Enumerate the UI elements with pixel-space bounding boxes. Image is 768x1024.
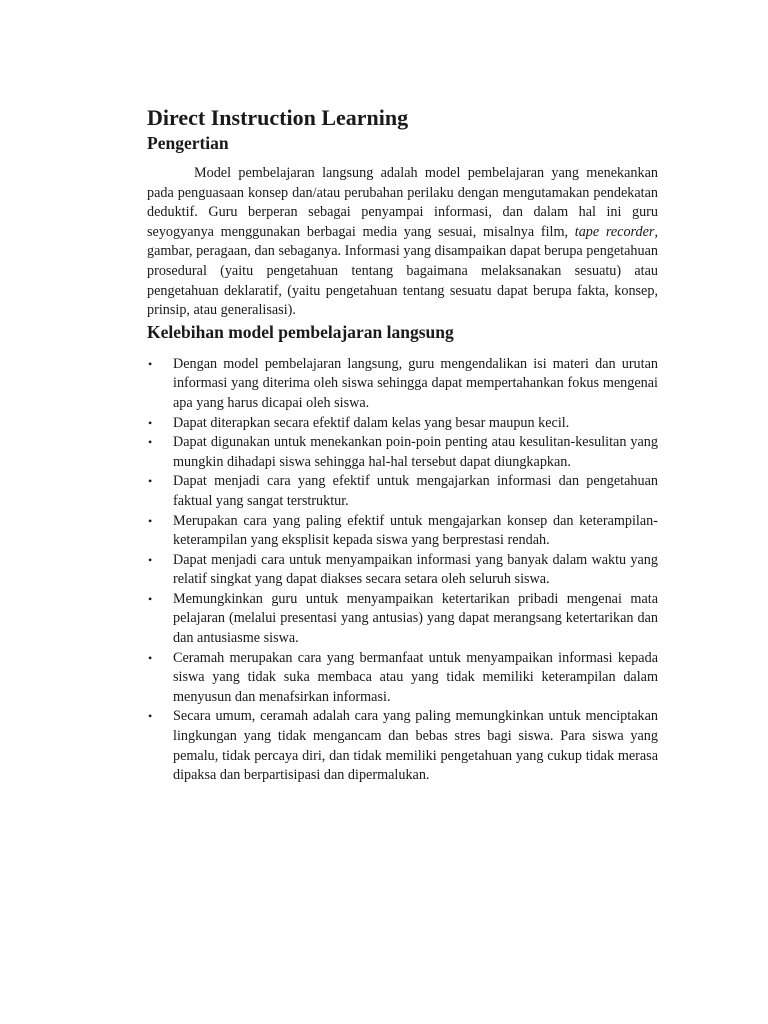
bullet-icon: • [148, 435, 153, 450]
list-item [147, 433, 658, 472]
bullet-icon: • [148, 513, 153, 528]
list-item-text: Dapat diterapkan secara efektif dalam kelas yang besar maupun kecil. [173, 414, 570, 431]
list-item [147, 355, 658, 414]
bullet-icon: • [148, 591, 153, 606]
list-item-text: Secara umum, ceramah adalah cara yang paling memungkinkan untuk menciptakan lingkungan yang tidak mengancam dan bebas stres bagi siswa. Para siswa yang pemalu, tidak percaya diri, dan tidak memiliki pengetahuan yang cukup tidak merasa dipaksa dan berpartisipasi dan dipermalukan. [173, 708, 658, 784]
list-item-text: Dengan model pembelajaran langsung, guru mengendalikan isi materi dan urutan informasi yang diterima oleh siswa sehingga dapat mempertahankan fokus mengenai apa yang harus dicapai oleh siswa. [173, 355, 658, 411]
list-item [147, 551, 658, 590]
bullet-icon: • [148, 650, 153, 665]
advantages-list [147, 355, 658, 786]
document-title: Direct Instruction Learning [147, 105, 409, 130]
paragraph-italic-term: tape recorder [574, 223, 655, 240]
list-item-text: Dapat menjadi cara untuk menyampaikan informasi yang banyak dalam waktu yang relatif singkat yang dapat diakses secara setara oleh seluruh siswa. [173, 551, 658, 588]
list-item-text: Dapat menjadi cara yang efektif untuk mengajarkan informasi dan pengetahuan faktual yang sangat terstruktur. [173, 473, 658, 509]
list-item [147, 707, 658, 785]
list-item-text: Merupakan cara yang paling efektif untuk mengajarkan konsep dan keterampilan-keterampilan yang eksplisit kepada siswa yang berprestasi rendah. [173, 512, 658, 549]
paragraph-text-start: Model pembelajaran langsung adalah model pembelajaran yang menekankan pada penguasaan konsep dan/atau perubahan perilaku dengan mengutamakan pendekatan deduktif. Guru berperan sebagai penyampai informasi, dan dalam hal ini guru seyogyanya menggunakan berbagai media yang sesuai, misalnya film, [147, 165, 658, 240]
list-item [147, 649, 658, 708]
paragraph-text-end: , gambar, peragaan, dan sebaganya. Informasi yang disampaikan dapat berupa pengetahuan prosedural (yaitu pengetahuan tentang bagaimana melaksanakan sesuatu) atau pengetahuan deklaratif, (yaitu pengetahuan tentang sesuatu dapat berupa fakta, konsep, prinsip, atau generalisasi). [147, 223, 658, 319]
list-item-text: Memungkinkan guru untuk menyampaikan ketertarikan pribadi mengenai mata pelajaran (melalui presentasi yang antusias) yang dapat merangsang ketertarikan dan dan antusiasme siswa. [173, 590, 658, 647]
paragraph-pengertian [147, 164, 658, 321]
list-item [147, 590, 658, 649]
section-heading-kelebihan: Kelebihan model pembelajaran langsung [147, 321, 454, 342]
bullet-icon: • [148, 356, 153, 371]
bullet-icon: • [148, 552, 153, 567]
list-item-text: Dapat digunakan untuk menekankan poin-poin penting atau kesulitan-kesulitan yang mungkin dihadapi siswa sehingga hal-hal tersebut dapat diungkapkan. [173, 434, 658, 470]
list-item-text: Ceramah merupakan cara yang bermanfaat untuk menyampaikan informasi kepada siswa yang tidak suka membaca atau yang tidak memiliki keterampilan dalam menyusun dan menafsirkan informasi. [173, 649, 658, 705]
bullet-icon: • [148, 415, 153, 430]
bullet-icon: • [148, 474, 153, 489]
list-item [147, 472, 658, 511]
bullet-icon: • [148, 709, 153, 724]
list-item [147, 512, 658, 551]
section-heading-pengertian: Pengertian [147, 133, 229, 153]
list-item [147, 414, 658, 434]
